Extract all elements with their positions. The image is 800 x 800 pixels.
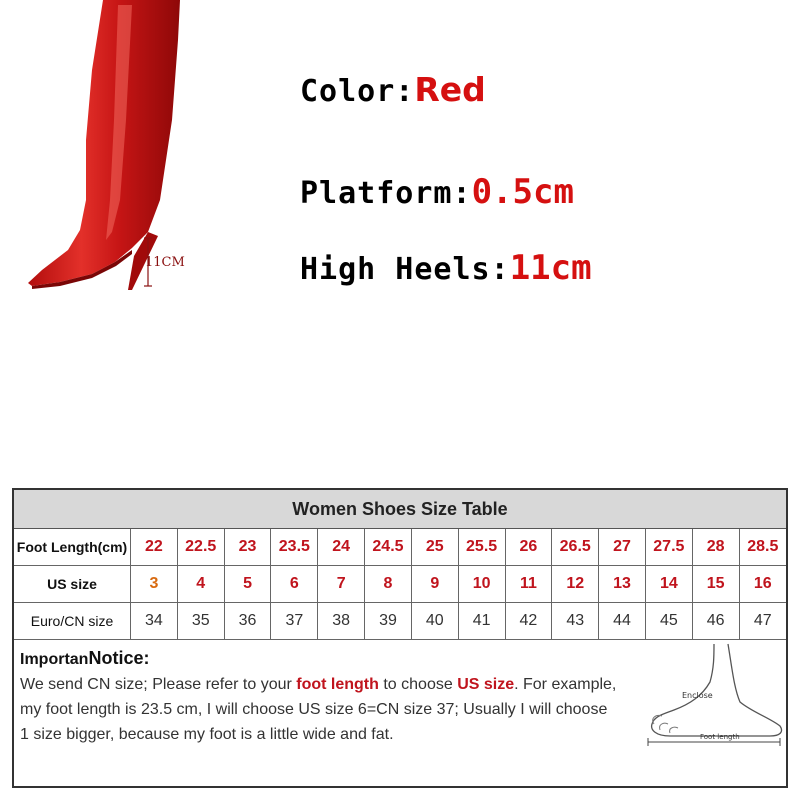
size-cell-eu: 40 <box>411 603 458 640</box>
size-cell-foot: 26 <box>505 529 552 566</box>
spec-heels-label: High Heels: <box>300 252 510 287</box>
size-cell-eu: 35 <box>177 603 224 640</box>
size-cell-us: 6 <box>271 566 318 603</box>
notice-foot-length-highlight: foot length <box>296 676 379 693</box>
size-cell-foot: 24.5 <box>365 529 412 566</box>
size-cell-eu: 41 <box>458 603 505 640</box>
notice-title-b: Notice: <box>88 648 150 668</box>
notice-title-a: Importan <box>20 651 89 668</box>
size-table-title: Women Shoes Size Table <box>14 490 786 529</box>
size-cell-eu: 43 <box>552 603 599 640</box>
notice-line-1-text-a: We send CN size; Please refer to your <box>20 676 297 693</box>
size-cell-foot: 26.5 <box>552 529 599 566</box>
row-label-us: US size <box>14 566 131 603</box>
size-cell-foot: 25 <box>411 529 458 566</box>
notice-line-1 <box>20 672 640 697</box>
size-table <box>12 488 788 788</box>
size-cell-eu: 36 <box>224 603 271 640</box>
notice-line-1-text-b: to choose <box>378 676 458 693</box>
size-cell-us: 7 <box>318 566 365 603</box>
size-cell-us: 13 <box>599 566 646 603</box>
notice-us-size-highlight: US size <box>457 676 515 693</box>
size-cell-foot: 28 <box>692 529 739 566</box>
spec-color-label: Color: <box>300 74 415 109</box>
red-boot-image <box>20 0 220 300</box>
size-cell-us: 15 <box>692 566 739 603</box>
size-cell-us: 11 <box>505 566 552 603</box>
spec-platform-label: Platform: <box>300 176 472 211</box>
size-cell-eu: 39 <box>365 603 412 640</box>
spec-heels-value: 11cm <box>509 248 592 288</box>
size-cell-us: 3 <box>131 566 178 603</box>
notice-line-1-text-c: . For example, <box>514 676 617 693</box>
row-label-foot: Foot Length(cm) <box>14 529 131 566</box>
foot-length-label: Foot length <box>700 733 740 741</box>
heel-height-label: 11CM <box>145 255 185 270</box>
size-cell-us: 10 <box>458 566 505 603</box>
size-cell-eu: 42 <box>505 603 552 640</box>
table-row-eu <box>14 603 786 640</box>
size-cell-eu: 47 <box>739 603 786 640</box>
size-cell-foot: 24 <box>318 529 365 566</box>
spec-color-value: Red <box>414 70 486 109</box>
notice-line-3: 1 size bigger, because my foot is a little wide and fat. <box>20 726 394 743</box>
size-cell-foot: 23.5 <box>271 529 318 566</box>
notice-line-2: my foot length is 23.5 cm, I will choose US size 6=CN size 37; Usually I will choose <box>20 701 608 718</box>
size-cell-us: 9 <box>411 566 458 603</box>
spec-color <box>300 70 486 109</box>
size-table-grid <box>14 529 786 640</box>
size-cell-eu: 37 <box>271 603 318 640</box>
size-cell-eu: 34 <box>131 603 178 640</box>
size-cell-eu: 38 <box>318 603 365 640</box>
size-cell-foot: 27.5 <box>645 529 692 566</box>
size-cell-us: 5 <box>224 566 271 603</box>
size-cell-eu: 44 <box>599 603 646 640</box>
size-cell-foot: 23 <box>224 529 271 566</box>
notice-block <box>14 640 640 747</box>
spec-heels <box>300 248 592 288</box>
size-cell-foot: 22.5 <box>177 529 224 566</box>
size-cell-eu: 45 <box>645 603 692 640</box>
size-cell-us: 12 <box>552 566 599 603</box>
size-cell-us: 4 <box>177 566 224 603</box>
table-row-us <box>14 566 786 603</box>
size-cell-foot: 27 <box>599 529 646 566</box>
size-cell-foot: 25.5 <box>458 529 505 566</box>
enclose-label: Enclose <box>682 691 713 700</box>
table-row-foot <box>14 529 786 566</box>
notice-title <box>20 646 640 672</box>
size-cell-foot: 22 <box>131 529 178 566</box>
row-label-eu: Euro/CN size <box>14 603 131 640</box>
foot-measure-illustration <box>630 638 790 746</box>
spec-platform <box>300 172 574 212</box>
size-cell-us: 16 <box>739 566 786 603</box>
size-cell-eu: 46 <box>692 603 739 640</box>
size-cell-foot: 28.5 <box>739 529 786 566</box>
size-cell-us: 8 <box>365 566 412 603</box>
size-cell-us: 14 <box>645 566 692 603</box>
spec-platform-value: 0.5cm <box>471 172 574 212</box>
